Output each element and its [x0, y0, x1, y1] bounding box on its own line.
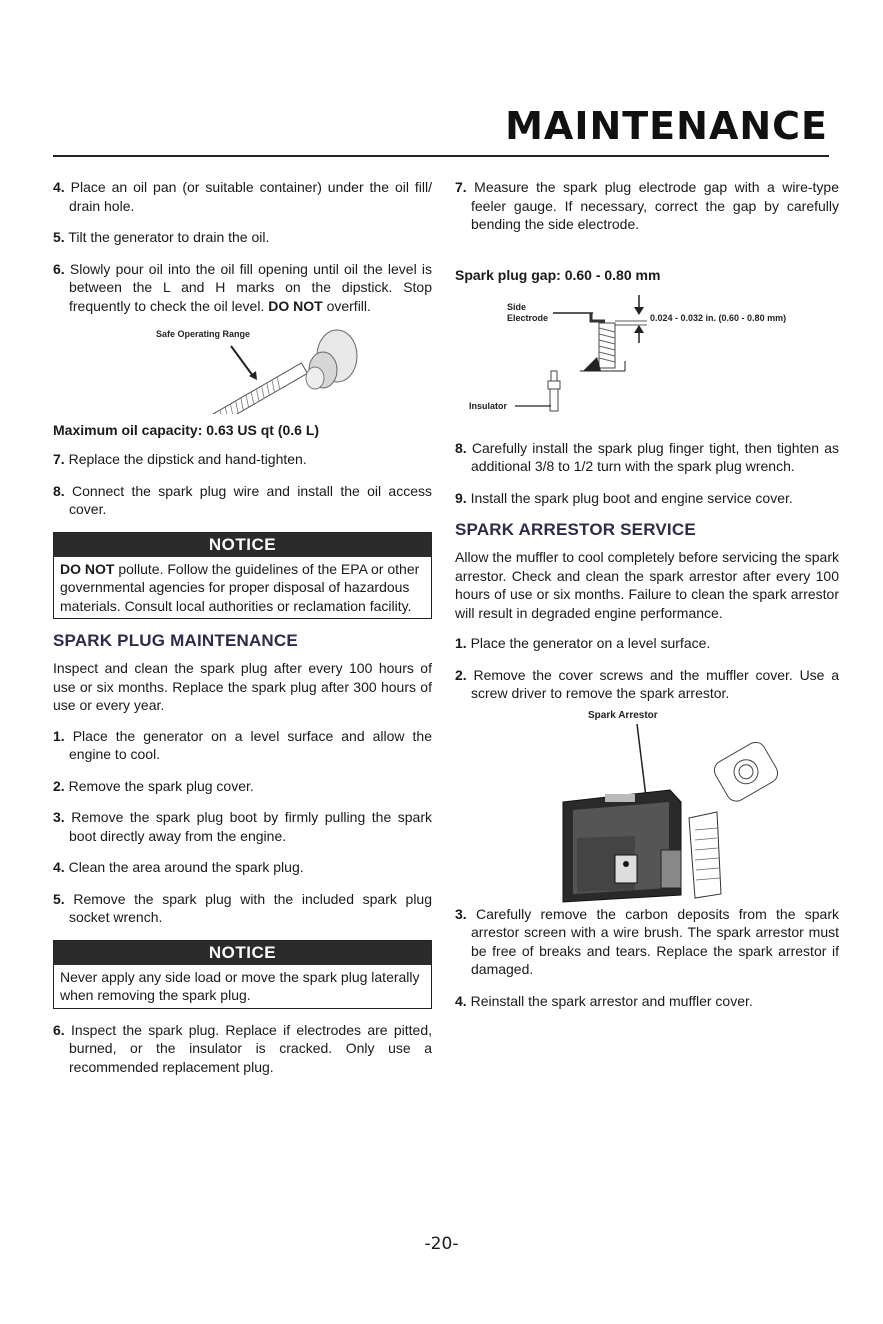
notice-side-load	[53, 940, 432, 1009]
notice-title: NOTICE	[54, 533, 431, 557]
arrestor-step-3: 3. Carefully remove the carbon deposits from the spark arrestor screen with a wire brush. The spark arrestor must be free of breaks and tears. Replace the spark arrestor if damaged.	[455, 905, 840, 977]
step-5-tilt: 5. Tilt the generator to drain the oil.	[53, 229, 270, 245]
spark-step-1: 1. Place the generator on a level surface and allow the engine to cool.	[53, 727, 432, 762]
spark-step-2: 2. Remove the spark plug cover.	[53, 777, 254, 794]
spark-step-6: 6. Inspect the spark plug. Replace if electrodes are pitted, burned, or the insulator is cracked. Only use a recommended replacement plug.	[53, 1021, 433, 1075]
arrestor-step-4: 4. Reinstall the spark arrestor and muffler cover.	[455, 992, 753, 1009]
notice-pollution	[53, 532, 432, 620]
spark-step-4: 4. Clean the area around the spark plug.	[53, 859, 304, 875]
spark-plug-figure	[455, 283, 839, 433]
dipstick-figure	[53, 324, 432, 414]
page-number: -20-	[424, 1234, 459, 1254]
arrestor-step-1: 1. Place the generator on a level surface.	[455, 635, 711, 651]
spark-arrestor-figure	[455, 710, 839, 905]
spark-plug-heading: SPARK PLUG MAINTENANCE	[53, 631, 298, 650]
spark-plug-intro: Inspect and clean the spark plug after every 100 hours of use or six months. Replace the spark plug after 300 hours of use or every year.	[53, 660, 432, 713]
spark-step-5: 5. Remove the spark plug with the included spark plug socket wrench.	[53, 890, 432, 925]
spark-arrestor-label: Spark Arrestor	[588, 709, 658, 721]
right-column	[455, 178, 839, 1023]
spark-arrestor-intro: Allow the muffler to cool completely before servicing the spark arrestor. Check and clean the spark arrestor after every 100 hours of use or six months. Failure to clean the spark arrestor will result in degraded engine performance.	[455, 549, 839, 621]
step-7-gap: 7. Measure the spark plug electrode gap with a wire-type feeler gauge. If necessary, correct the gap by carefully bending the side electrode.	[455, 179, 840, 232]
step-8-install: 8. Carefully install the spark plug finger tight, then tighten as additional 3/8 to 1/2 turn with the spark plug wrench.	[455, 439, 839, 474]
notice-title: NOTICE	[54, 941, 431, 965]
page-title: MAINTENANCE	[505, 104, 828, 148]
header-rule	[53, 155, 829, 157]
spark-plug-gap: Spark plug gap: 0.60 - 0.80 mm	[455, 266, 661, 283]
gap-measurement-label: 0.024 - 0.032 in. (0.60 - 0.80 mm)	[650, 312, 787, 323]
step-8-spark-wire: 8. Connect the spark plug wire and install the oil access cover.	[53, 482, 433, 517]
step-9-boot: 9. Install the spark plug boot and engine service cover.	[455, 489, 793, 506]
spark-step-3: 3. Remove the spark plug boot by firmly pulling the spark boot directly away from the engine.	[53, 809, 432, 844]
notice-body: Never apply any side load or move the spark plug laterally when removing the spark plug.	[60, 968, 420, 1003]
left-column	[53, 178, 432, 1089]
arrestor-step-2: 2. Remove the cover screws and the muffler cover. Use a screw driver to remove the spark arrestor.	[455, 666, 840, 701]
generator-illustration	[455, 710, 839, 905]
step-4-oil-pan: 4. Place an oil pan (or suitable container) under the oil fill/ drain hole.	[53, 179, 432, 214]
max-oil-capacity: Maximum oil capacity: 0.63 US qt (0.6 L)	[53, 422, 320, 438]
notice-body: DO NOT pollute. Follow the guidelines of the EPA or other governmental agencies for proper disposal of hazardous materials. Consult local authorities or reclamation facility.	[60, 560, 420, 614]
electrode-label: Electrode	[507, 312, 549, 323]
step-7-dipstick: 7. Replace the dipstick and hand-tighten.	[53, 451, 307, 467]
step-6-pour-oil: 6. Slowly pour oil into the oil fill opening until oil the level is between the L and H marks on the dipstick. Stop frequently to check the oil level. DO NOT overfill.	[53, 260, 433, 314]
insulator-label: Insulator	[469, 400, 508, 411]
safe-operating-range-label: Safe Operating Range	[156, 329, 251, 339]
spark-arrestor-heading: SPARK ARRESTOR SERVICE	[455, 520, 696, 539]
side-label: Side	[507, 301, 527, 312]
